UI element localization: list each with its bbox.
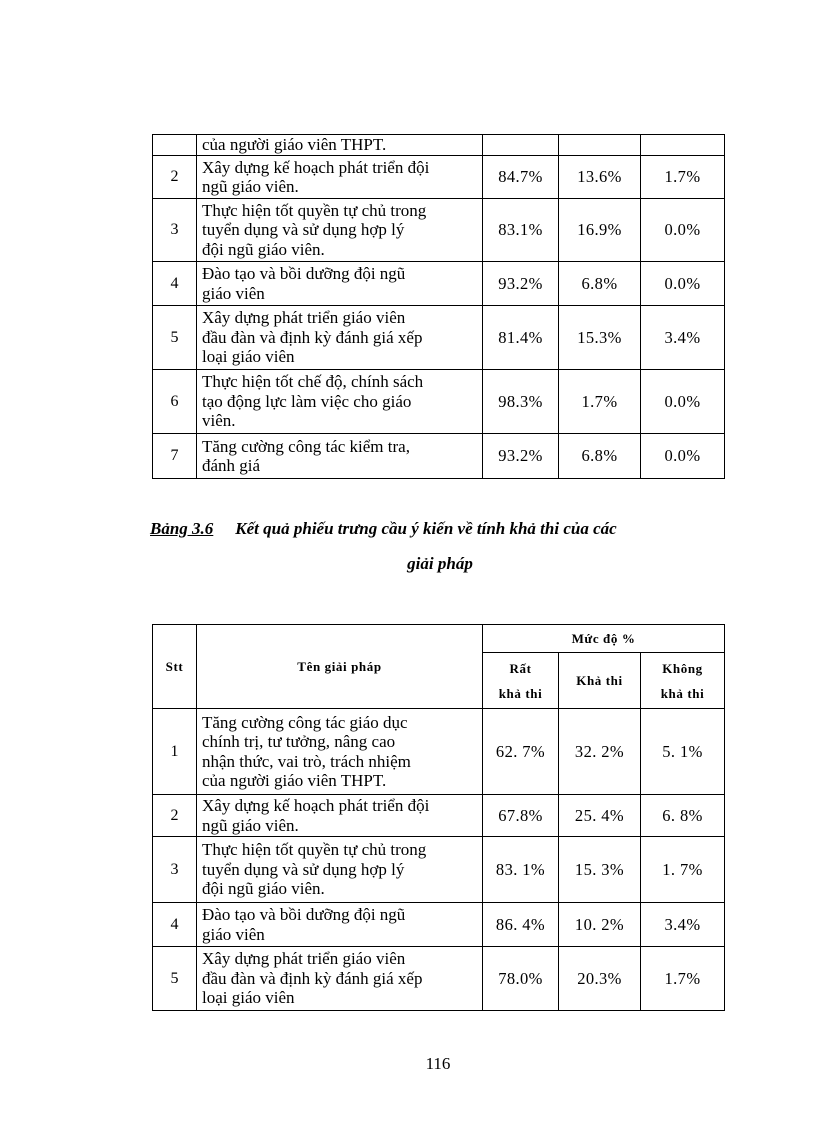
solution-line: Xây dựng kế hoạch phát triển đội [202, 796, 430, 815]
value-cell: 98.3% [483, 370, 559, 434]
solution-cell [197, 947, 483, 1011]
solution-cell [197, 837, 483, 903]
value-cell: 0.0% [641, 434, 725, 479]
page-number: 116 [425, 1054, 451, 1073]
solution-line: của người giáo viên THPT. [202, 135, 387, 155]
value-cell: 0.0% [641, 199, 725, 262]
table-caption-label: Bảng 3.6 [150, 519, 214, 538]
value-cell: 3.4% [641, 306, 725, 370]
stt-cell: 2 [153, 795, 197, 837]
table-caption [150, 519, 730, 539]
solution-line: tạo động lực làm việc cho giáo [202, 391, 412, 411]
solution-line: tuyển dụng và sử dụng hợp lý [202, 220, 405, 240]
value-cell: 15. 3% [559, 837, 641, 903]
value-cell [483, 135, 559, 156]
solution-line: loại giáo viên [202, 347, 295, 367]
value-cell: 16.9% [559, 199, 641, 262]
value-cell: 67.8% [483, 795, 559, 837]
solution-cell [197, 156, 483, 199]
solution-line: Đào tạo và bồi dưỡng đội ngũ [202, 264, 406, 283]
stt-cell: 2 [153, 156, 197, 199]
value-cell: 81.4% [483, 306, 559, 370]
value-cell: 1. 7% [641, 837, 725, 903]
solution-line: giáo viên [202, 924, 265, 944]
solution-cell [197, 370, 483, 434]
value-cell: 78.0% [483, 947, 559, 1011]
header-row [153, 625, 725, 653]
solution-line: nhận thức, vai trò, trách nhiệm [202, 751, 411, 771]
solution-line: Xây dựng kế hoạch phát triển đội [202, 157, 430, 177]
table-row [153, 947, 725, 1011]
header-level-group: Mức độ % [483, 625, 725, 653]
solution-line: Xây dựng phát triển giáo viên [202, 949, 406, 969]
value-cell: 83. 1% [483, 837, 559, 903]
value-cell: 93.2% [483, 434, 559, 479]
solution-cell [197, 262, 483, 306]
value-cell: 6.8% [559, 262, 641, 306]
value-cell: 1.7% [559, 370, 641, 434]
solution-cell [197, 434, 483, 479]
value-cell: 15.3% [559, 306, 641, 370]
solution-line: chính trị, tư tưởng, nâng cao [202, 732, 396, 751]
value-cell: 10. 2% [559, 903, 641, 947]
solution-line: ngũ giáo viên. [202, 177, 299, 196]
solution-cell [197, 709, 483, 795]
solution-line: đánh giá [202, 456, 261, 475]
value-cell: 3.4% [641, 903, 725, 947]
stt-cell: 6 [153, 370, 197, 434]
header-feasible: Khả thi [559, 653, 641, 709]
table-row [153, 709, 725, 795]
stt-cell [153, 135, 197, 156]
stt-cell: 3 [153, 837, 197, 903]
value-cell: 83.1% [483, 199, 559, 262]
header-line: Rất [509, 660, 532, 676]
stt-cell: 1 [153, 709, 197, 795]
solution-line: giáo viên [202, 283, 265, 303]
solution-line: của người giáo viên THPT. [202, 771, 387, 790]
table-row [153, 306, 725, 370]
value-cell: 1.7% [641, 947, 725, 1011]
table-row [153, 837, 725, 903]
solution-line: viên. [202, 411, 236, 431]
value-cell: 93.2% [483, 262, 559, 306]
value-cell [559, 135, 641, 156]
value-cell: 86. 4% [483, 903, 559, 947]
table-caption-title-continued: giải pháp [407, 554, 473, 573]
value-cell: 32. 2% [559, 709, 641, 795]
solution-cell [197, 135, 483, 156]
value-cell: 0.0% [641, 370, 725, 434]
solution-line: đội ngũ giáo viên. [202, 239, 325, 259]
table-row [153, 199, 725, 262]
value-cell: 6.8% [559, 434, 641, 479]
solution-line: Xây dựng phát triển giáo viên [202, 308, 406, 328]
solution-cell [197, 306, 483, 370]
table-row [153, 434, 725, 479]
stt-cell: 5 [153, 306, 197, 370]
solution-line: Thực hiện tốt quyền tự chủ trong [202, 200, 427, 220]
stt-cell: 7 [153, 434, 197, 479]
solution-line: tuyển dụng và sử dụng hợp lý [202, 859, 405, 879]
solution-cell [197, 795, 483, 837]
header-not-feasible [641, 653, 725, 709]
header-line: khả thi [660, 685, 705, 701]
value-cell: 0.0% [641, 262, 725, 306]
solution-line: Đào tạo và bồi dưỡng đội ngũ [202, 905, 406, 924]
header-very-feasible [483, 653, 559, 709]
table-row [153, 262, 725, 306]
value-cell: 1.7% [641, 156, 725, 199]
stt-cell: 4 [153, 262, 197, 306]
solution-cell [197, 199, 483, 262]
table-row [153, 156, 725, 199]
solution-line: đội ngũ giáo viên. [202, 879, 325, 899]
table-row [153, 795, 725, 837]
value-cell: 84.7% [483, 156, 559, 199]
solution-line: Thực hiện tốt chế độ, chính sách [202, 372, 424, 392]
solution-line: loại giáo viên [202, 988, 295, 1008]
solution-cell [197, 903, 483, 947]
value-cell: 6. 8% [641, 795, 725, 837]
header-stt: Stt [153, 625, 197, 709]
value-cell: 5. 1% [641, 709, 725, 795]
header-solution-name: Tên giải pháp [197, 625, 483, 709]
solution-line: ngũ giáo viên. [202, 815, 299, 835]
value-cell [641, 135, 725, 156]
table-caption-title: Kết quả phiếu trưng cầu ý kiến về tính khả thi của các [235, 519, 617, 538]
table-row [153, 370, 725, 434]
stt-cell: 5 [153, 947, 197, 1011]
results-table-continued [152, 134, 725, 479]
solution-line: Thực hiện tốt quyền tự chủ trong [202, 840, 427, 860]
value-cell: 25. 4% [559, 795, 641, 837]
header-line: Không [662, 660, 703, 676]
value-cell: 62. 7% [483, 709, 559, 795]
feasibility-table [152, 624, 725, 1011]
solution-line: Tăng cường công tác kiểm tra, [202, 436, 410, 456]
table-row [153, 903, 725, 947]
header-line: khả thi [498, 685, 543, 701]
value-cell: 13.6% [559, 156, 641, 199]
solution-line: Tăng cường công tác giáo dục [202, 712, 408, 732]
solution-line: đầu đàn và định kỳ đánh giá xếp [202, 327, 423, 347]
stt-cell: 3 [153, 199, 197, 262]
solution-line: đầu đàn và định kỳ đánh giá xếp [202, 968, 423, 988]
table-row [153, 135, 725, 156]
stt-cell: 4 [153, 903, 197, 947]
value-cell: 20.3% [559, 947, 641, 1011]
